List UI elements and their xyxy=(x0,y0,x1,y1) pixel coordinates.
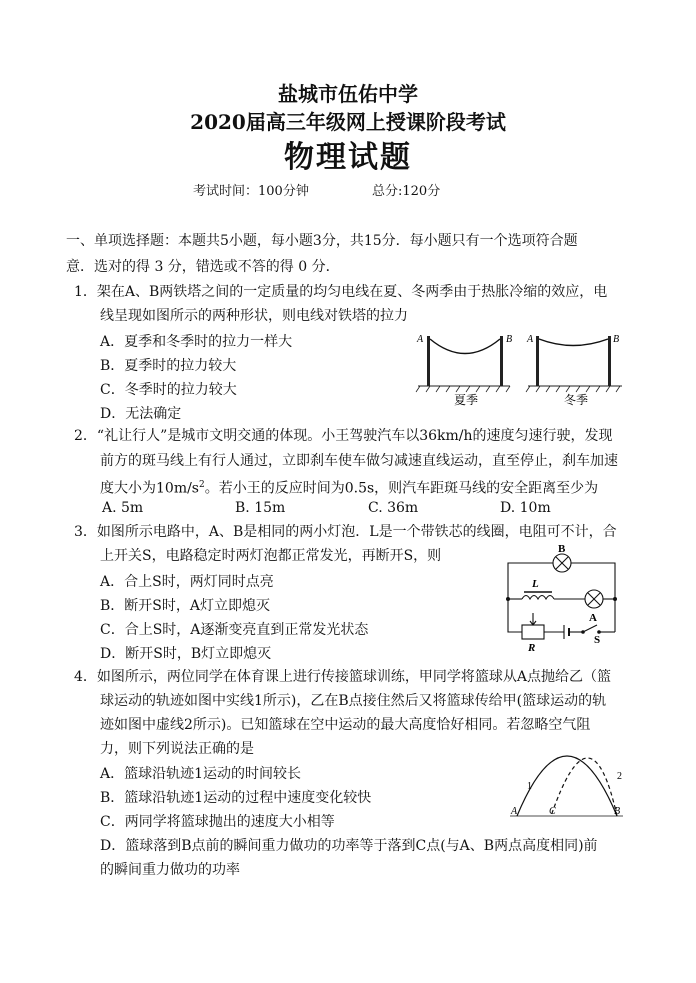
q4-option-b: B．篮球沿轨迹1运动的过程中速度变化较快 xyxy=(100,790,372,806)
q2-line1: 2．“礼让行人”是城市文明交通的体现。小王驾驶汽车以36km/h的速度匀速行驶，发现 xyxy=(74,428,613,444)
q3-line1: 3．如图所示电路中，A、B是相同的两小灯泡．L是一个带铁芯的线圈，电阻可不计，合 xyxy=(74,524,617,540)
summer-diagram xyxy=(416,334,512,407)
q2-line3: 度大小为$10m/s^2$。若小王的反应时间为0.5s，则汽车距斑马线的安全距离至少为 xyxy=(100,480,599,497)
q3-line2: 上开关S，电路稳定时两灯泡都正常发光，再断开S，则 xyxy=(100,548,442,564)
winter-label: 冬季 xyxy=(564,393,589,407)
label-1: 1 xyxy=(527,781,532,792)
label-a: A xyxy=(589,612,597,624)
q1-option-b: B．夏季时的拉力较大 xyxy=(100,358,237,374)
rheostat-r xyxy=(522,625,544,639)
section1-line2: 意．选对的得 3 分，错选或不答的得 0 分． xyxy=(66,259,340,275)
exam-title: 2020届高三年级网上授课阶段考试 xyxy=(190,110,506,134)
q4-line3: 迹如图中虚线2所示)。已知篮球在空中运动的最大高度恰好相同。若忽略空气阻 xyxy=(100,717,591,733)
q4-option-d-line1: D．篮球落到B点前的瞬间重力做功的功率等于落到C点(与A、B两点高度相同)前 xyxy=(100,838,598,854)
point-c: C xyxy=(549,806,556,817)
q1-figure xyxy=(410,328,635,410)
school-name: 盐城市伍佑中学 xyxy=(278,82,418,106)
tower-b-winter xyxy=(608,336,611,386)
section1-line1: 一、单项选择题：本题共5小题，每小题3分，共15分．每小题只有一个选项符合题 xyxy=(66,233,578,249)
tower-a-winter xyxy=(536,336,539,386)
label-b-winter: B xyxy=(613,334,620,345)
label-b: B xyxy=(558,543,566,555)
switch-s xyxy=(583,625,597,632)
inductor-coil xyxy=(522,596,554,600)
q1-line2: 线呈现如图所示的两种形状，则电线对铁塔的拉力 xyxy=(100,308,408,324)
q3-circuit-figure xyxy=(500,541,624,654)
label-b-summer: B xyxy=(506,334,513,345)
q2-option-d: D. 10m xyxy=(500,500,551,516)
q2-line2: 前方的斑马线上有行人通过，立即刹车使车做匀减速直线运动，直至停止，刹车加速 xyxy=(100,453,618,469)
point-b: B xyxy=(614,806,621,817)
winter-diagram xyxy=(526,334,622,407)
q4-line2: 球运动的轨迹如图中实线1所示)，乙在B点接住然后又将篮球传给甲(篮球运动的轨 xyxy=(100,693,607,709)
q2-option-c: C. 36m xyxy=(368,500,419,516)
label-2: 2 xyxy=(617,771,622,782)
label-r: R xyxy=(528,642,536,654)
label-s: S xyxy=(594,634,601,646)
q4-option-c: C．两同学将篮球抛出的速度大小相等 xyxy=(100,814,335,830)
label-l: L xyxy=(532,578,539,590)
label-a-summer: A xyxy=(417,334,424,345)
q1-option-d: D．无法确定 xyxy=(100,406,182,422)
q2-option-b: B. 15m xyxy=(235,500,286,516)
q1-option-a: A．夏季和冬季时的拉力一样大 xyxy=(100,334,293,350)
q3-option-a: A．合上S时，两灯同时点亮 xyxy=(100,574,274,590)
total-score: 总分:120分 xyxy=(372,184,441,199)
wire-winter xyxy=(539,339,608,346)
tower-a-summer xyxy=(427,336,430,386)
tower-b-summer xyxy=(500,336,503,386)
summer-label: 夏季 xyxy=(454,393,479,407)
q1-option-c: C．冬季时的拉力较大 xyxy=(100,382,237,398)
q4-line1: 4．如图所示，两位同学在体育课上进行传接篮球训练，甲同学将篮球从A点抛给乙（篮 xyxy=(74,669,612,685)
trajectory-2 xyxy=(551,758,617,816)
trajectory-1 xyxy=(517,756,617,816)
q3-option-b: B．断开S时，A灯立即熄灭 xyxy=(100,598,270,614)
q3-option-d: D．断开S时，B灯立即熄灭 xyxy=(100,646,272,662)
q4-line4: 力，则下列说法正确的是 xyxy=(100,741,254,757)
q4-option-a: A．篮球沿轨迹1运动的时间较长 xyxy=(100,766,302,782)
exam-time: 考试时间：100分钟 xyxy=(193,184,309,199)
q3-option-c: C．合上S时，A逐渐变亮直到正常发光状态 xyxy=(100,622,369,638)
q1-line1: 1．架在A、B两铁塔之间的一定质量的均匀电线在夏、冬两季由于热胀冷缩的效应，电 xyxy=(74,284,608,300)
wire-summer xyxy=(430,339,500,354)
label-a-winter: A xyxy=(527,334,534,345)
q2-option-a: A. 5m xyxy=(102,500,144,516)
subject-title: 物理试题 xyxy=(284,140,412,175)
q4-trajectory-figure xyxy=(505,732,627,824)
point-a: A xyxy=(511,806,518,817)
q4-option-d-line2: 的瞬间重力做功的功率 xyxy=(100,862,240,878)
